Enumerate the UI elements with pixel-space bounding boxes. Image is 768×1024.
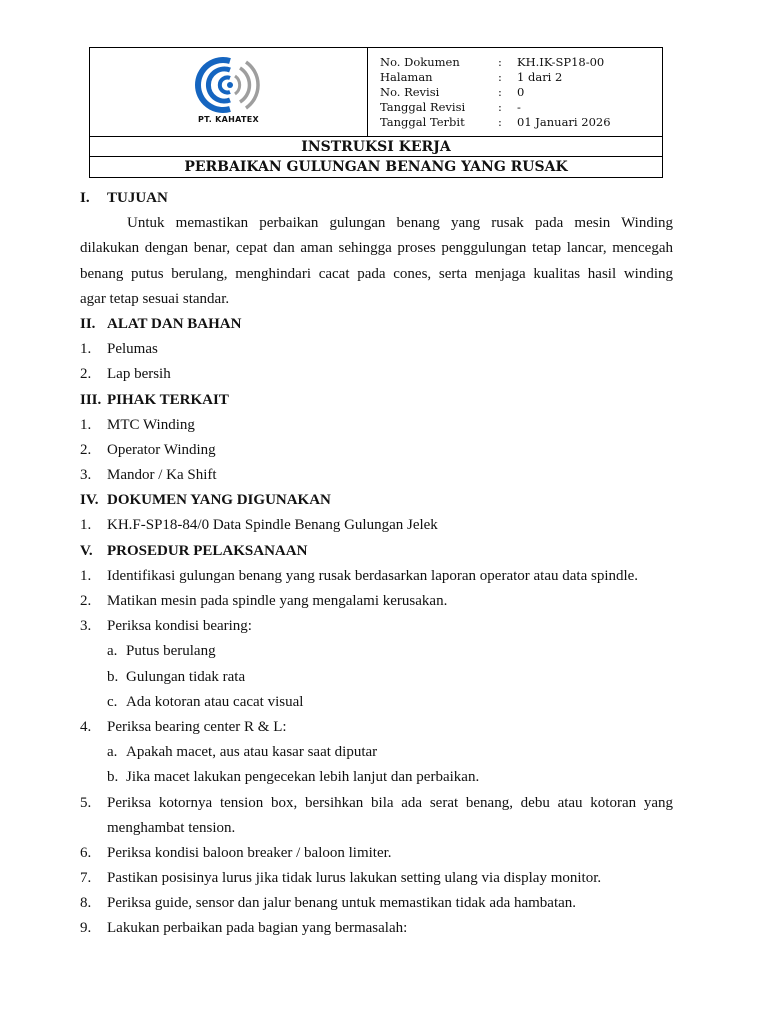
list-item: 3. Mandor / Ka Shift (80, 467, 217, 484)
company-name: PT. KAHATEX (198, 115, 259, 124)
procedure-step: 9. Lakukan perbaikan pada bagian yang bermasalah: (80, 920, 408, 937)
section-heading-tujuan: I. TUJUAN (80, 190, 168, 206)
paragraph-line: benang putus berulang, menghindari cacat pada cones, serta menjaga kualitas hasil winding (80, 265, 673, 282)
section-heading-pihak: III. PIHAK TERKAIT (80, 391, 229, 408)
section-heading-alat: II. ALAT DAN BAHAN (80, 315, 242, 332)
document-meta (380, 55, 660, 130)
paragraph-line: agar tetap sesuai standar. (80, 290, 230, 307)
procedure-step: 1. Identifikasi gulungan benang yang rusak berdasarkan laporan operator atau data spindle. (80, 567, 639, 584)
meta-row-no-dokumen: No. Dokumen : KH.IK-SP18-00 (380, 55, 605, 69)
meta-row-tanggal-terbit: Tanggal Terbit : 01 Januari 2026 (380, 115, 611, 129)
procedure-substep: a. Putus berulang (107, 643, 216, 660)
procedure-substep: c. Ada kotoran atau cacat visual (107, 693, 304, 710)
document-body (80, 186, 673, 942)
procedure-substep: b. Gulungan tidak rata (107, 668, 246, 685)
meta-row-halaman: Halaman : 1 dari 2 (380, 70, 563, 84)
logo-cell (90, 48, 368, 136)
list-item: 1. MTC Winding (80, 416, 195, 433)
paragraph-line: Untuk memastikan perbaikan gulungan benang yang rusak pada mesin Winding (127, 215, 673, 232)
document-type-title: INSTRUKSI KERJA (90, 136, 662, 157)
procedure-step: 8. Periksa guide, sensor dan jalur benang untuk memastikan tidak ada hambatan. (80, 895, 577, 912)
document-header (89, 47, 663, 178)
procedure-step: 4. Periksa bearing center R & L: (80, 718, 287, 735)
procedure-step: 3. Periksa kondisi bearing: (80, 618, 252, 635)
procedure-step-continuation: menghambat tension. (107, 819, 236, 836)
paragraph-line: dilakukan dengan benar, cepat dan aman sehingga proses penggulungan tetap lancar, mencegah (80, 240, 673, 257)
section-heading-dokumen: IV. DOKUMEN YANG DIGUNAKAN (80, 492, 331, 509)
list-item: 1. Pelumas (80, 341, 158, 358)
meta-row-no-revisi: No. Revisi : 0 (380, 85, 525, 99)
procedure-step: 5. Periksa kotornya tension box, bersihkan bila ada serat benang, debu atau kotoran yang (80, 794, 673, 811)
meta-row-tanggal-revisi: Tanggal Revisi : - (380, 100, 521, 114)
procedure-substep: a. Apakah macet, aus atau kasar saat diputar (107, 744, 378, 761)
procedure-step: 7. Pastikan posisinya lurus jika tidak lurus lakukan setting ulang via display monitor. (80, 870, 602, 887)
list-item: 2. Operator Winding (80, 441, 216, 458)
procedure-step: 6. Periksa kondisi baloon breaker / baloon limiter. (80, 844, 392, 861)
section-heading-prosedur: V. PROSEDUR PELAKSANAAN (80, 542, 308, 559)
document-subject-title: PERBAIKAN GULUNGAN BENANG YANG RUSAK (90, 156, 662, 177)
procedure-substep: b. Jika macet lakukan pengecekan lebih lanjut dan perbaikan. (107, 769, 480, 786)
list-item: 2. Lap bersih (80, 366, 171, 383)
kahatex-logo-icon (190, 54, 264, 116)
list-item: 1. KH.F-SP18-84/0 Data Spindle Benang Gulungan Jelek (80, 517, 438, 534)
procedure-step: 2. Matikan mesin pada spindle yang mengalami kerusakan. (80, 593, 448, 609)
